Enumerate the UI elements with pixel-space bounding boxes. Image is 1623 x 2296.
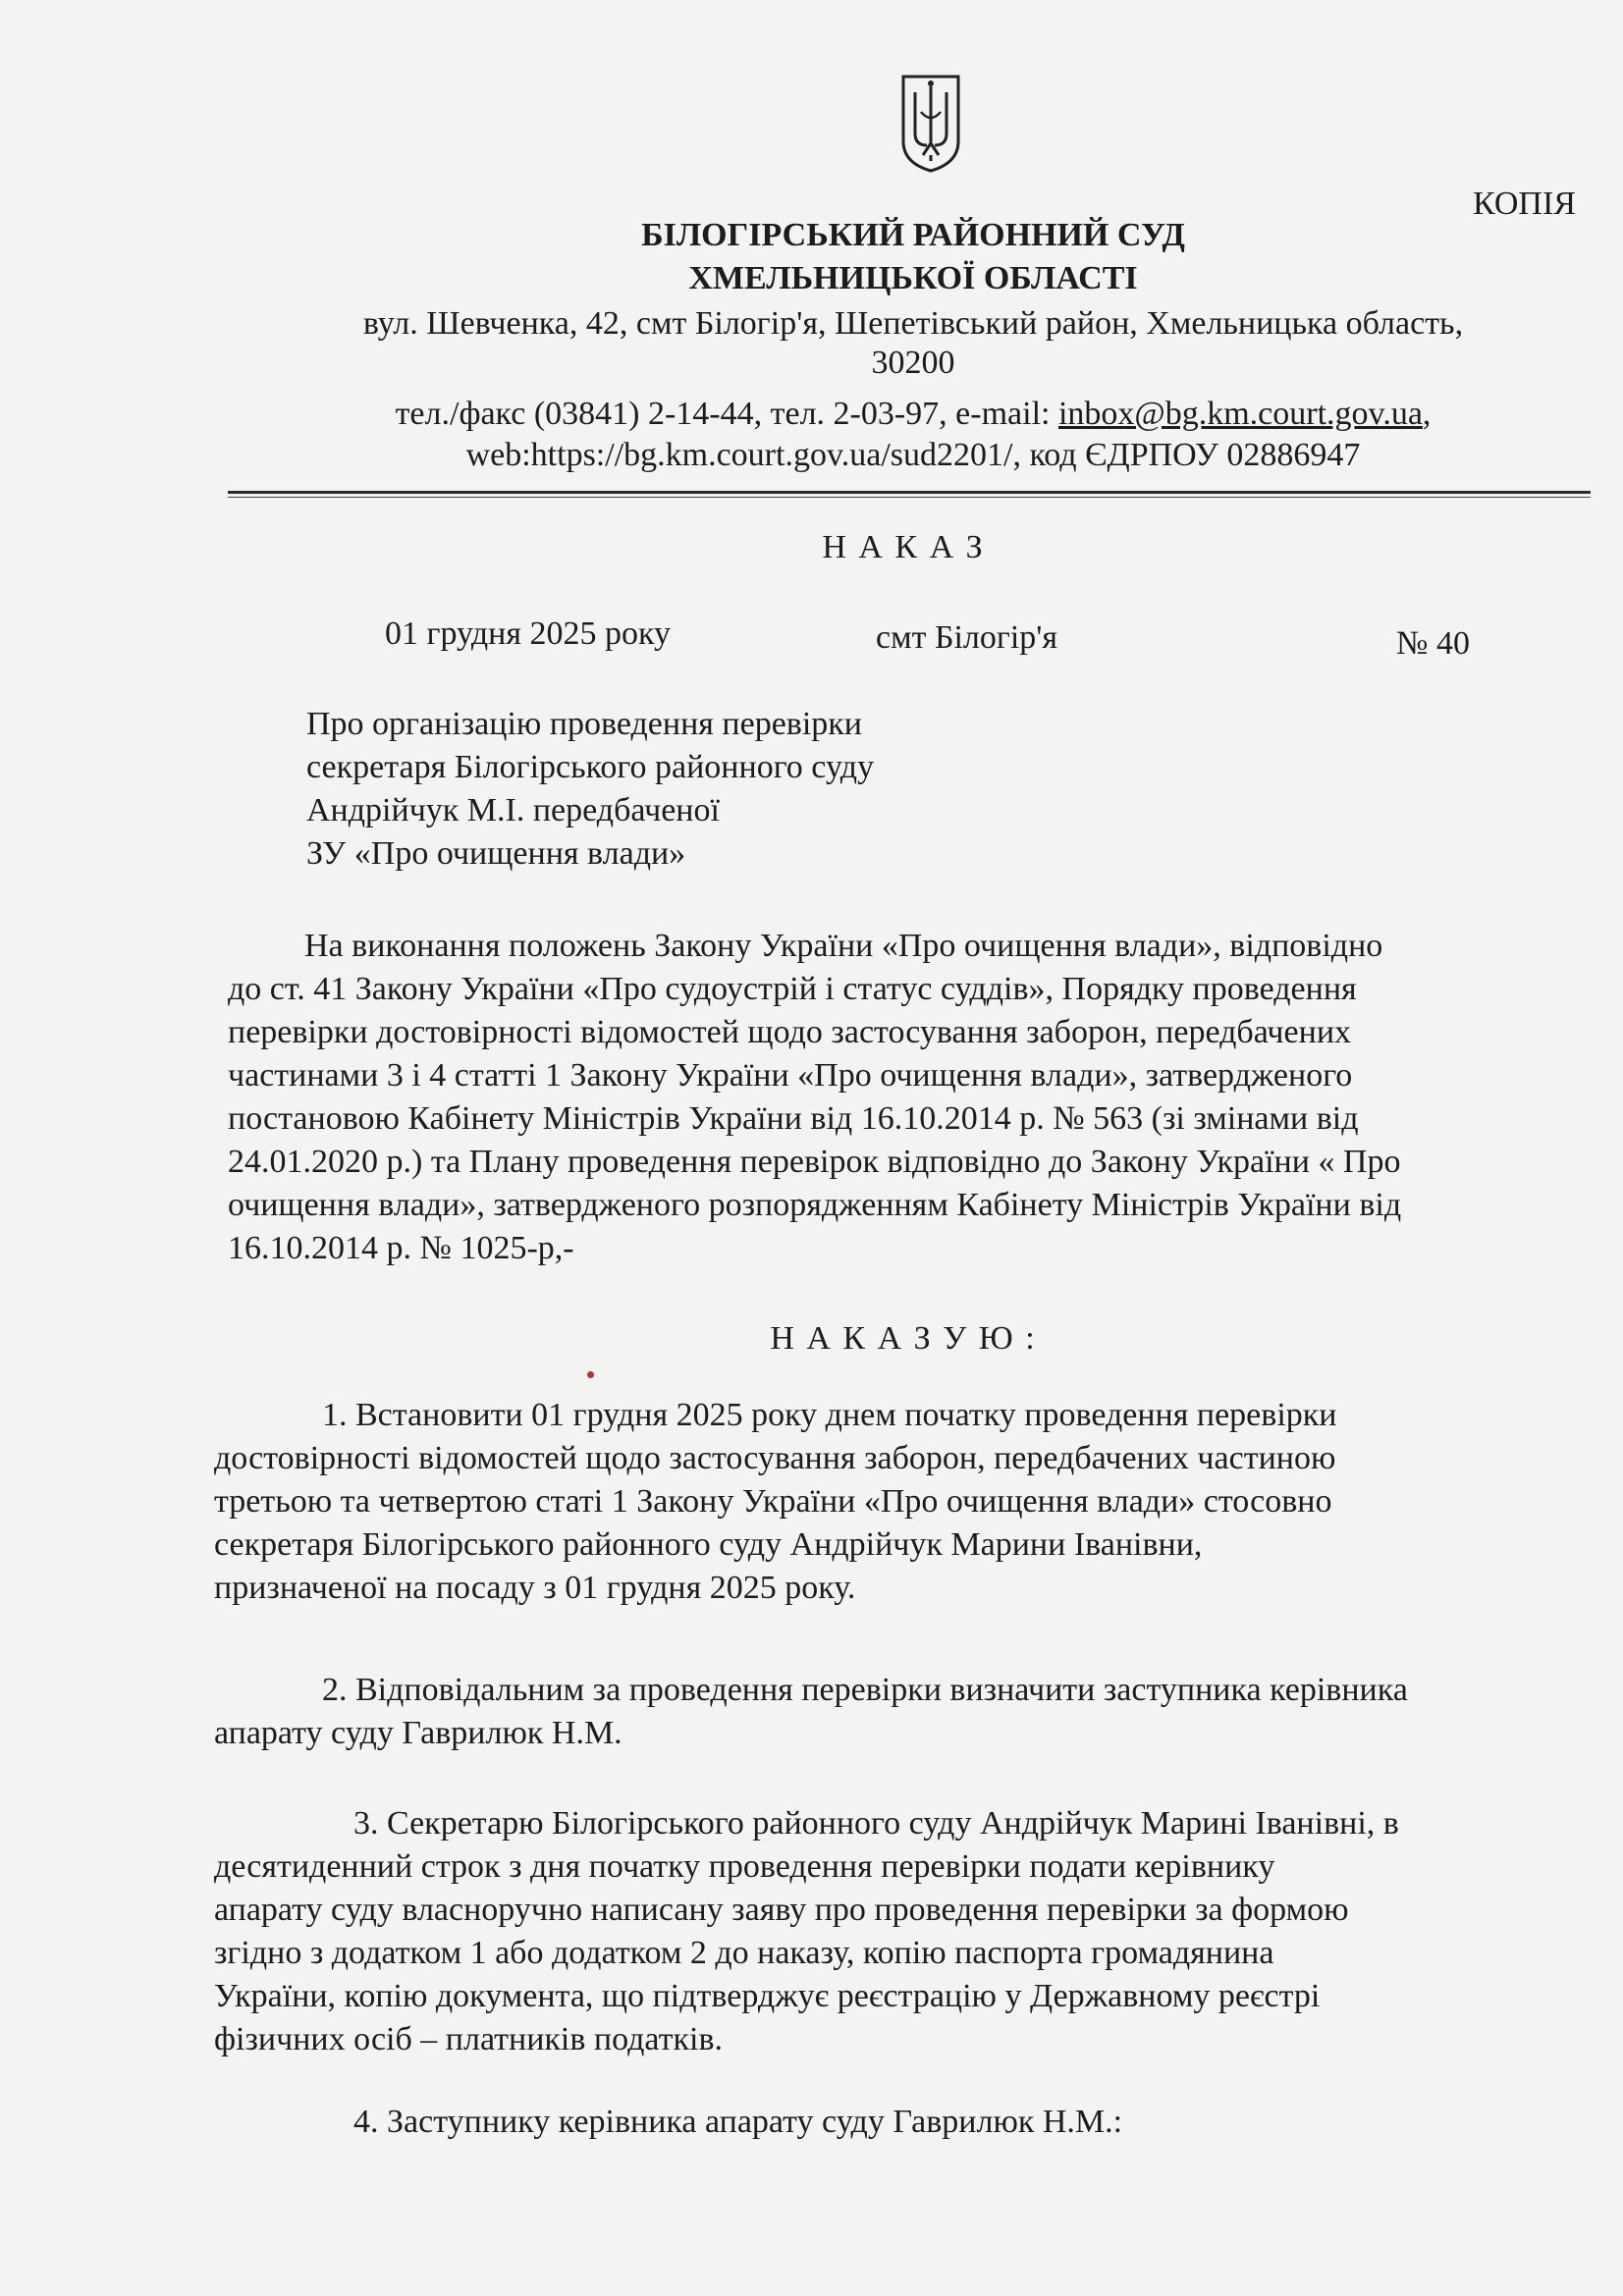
order-number: № 40 xyxy=(1396,625,1470,662)
item-2 xyxy=(214,1669,1591,1755)
preamble-line: очищення влади», затвердженого розпорядженням Кабінету Міністрів України від xyxy=(228,1187,1402,1223)
item-3-line: фізичних осіб – платників податків. xyxy=(214,2021,724,2057)
item-3-line: згідно з додатком 1 або додатком 2 до наказу, копію паспорта громадянина xyxy=(214,1935,1274,1971)
preamble-line: 24.01.2020 р.) та Плану проведення перевірок відповідно до Закону України « Про xyxy=(228,1144,1401,1180)
directive-heading: Н А К А З У Ю : xyxy=(770,1320,1037,1357)
subject-line-1: Про організацію проведення перевірки xyxy=(306,706,862,742)
item-3-line: України, копію документа, що підтверджує реєстрацію у Державному реєстрі xyxy=(214,1978,1321,2014)
subject-line-2: секретаря Білогірського районного суду xyxy=(306,749,875,785)
court-contacts xyxy=(236,393,1591,436)
item-1-line: третьою та четвертою статі 1 Закону України «Про очищення влади» стосовно xyxy=(214,1483,1332,1520)
trident-emblem xyxy=(899,73,962,173)
bleed-through-text xyxy=(295,74,302,111)
ink-mark xyxy=(587,1371,594,1378)
order-place: смт Білогір'я xyxy=(876,619,1058,656)
court-web-line: web:https://bg.km.court.gov.ua/sud2201/, код ЄДРПОУ 02886947 xyxy=(465,437,1361,473)
item-1-line: секретаря Білогірського районного суду Андрійчук Марини Іванівни, xyxy=(214,1526,1203,1563)
item-4: 4. Заступнику керівника апарату суду Гаврилюк Н.М.: xyxy=(353,2104,1123,2140)
court-email-link[interactable]: inbox@bg.km.court.gov.ua xyxy=(1057,396,1423,432)
court-name-line1: БІЛОГІРСЬКИЙ РАЙОННИЙ СУД xyxy=(641,217,1185,253)
preamble-line: перевірки достовірності відомостей щодо застосування заборон, передбачених xyxy=(228,1014,1352,1050)
preamble-line: 16.10.2014 р. № 1025-р,- xyxy=(228,1230,574,1266)
item-1 xyxy=(214,1394,1591,1610)
subject-line-4: ЗУ «Про очищення влади» xyxy=(306,835,686,872)
preamble-line: до ст. 41 Закону України «Про судоустрій і статус суддів», Порядку проведення xyxy=(228,971,1357,1007)
preamble xyxy=(228,925,1591,1270)
copy-label: КОПІЯ xyxy=(1473,186,1576,222)
order-title: Н А К А З xyxy=(822,529,985,565)
item-3-line: десятиденний строк з дня початку проведення перевірки подати керівнику xyxy=(214,1848,1275,1885)
item-2-line: апарату суду Гаврилюк Н.М. xyxy=(214,1715,622,1751)
item-3-line: 3. Секретарю Білогірського районного суду Андрійчук Марині Іванівні, в xyxy=(353,1805,1399,1842)
item-1-line: 1. Встановити 01 грудня 2025 року днем початку проведення перевірки xyxy=(322,1397,1337,1433)
preamble-line: постановою Кабінету Міністрів України від 16.10.2014 р. № 563 (зі змінами від xyxy=(228,1100,1359,1137)
item-1-line: достовірності відомостей щодо застосування заборон, передбачених частиною xyxy=(214,1440,1336,1476)
item-1-line: призначеної на посаду з 01 грудня 2025 року. xyxy=(214,1570,856,1606)
header-divider xyxy=(228,491,1591,494)
court-address-line1: вул. Шевченка, 42, смт Білогір'я, Шепетівський район, Хмельницька область, xyxy=(362,305,1464,342)
header-divider-thin xyxy=(228,497,1591,498)
court-address-line2: 30200 xyxy=(871,345,955,381)
court-contacts-suffix: , xyxy=(1422,396,1432,432)
court-contacts-prefix: тел./факс (03841) 2-14-44, тел. 2-03-97, e-mail: xyxy=(395,396,1058,432)
item-3 xyxy=(214,1802,1591,2061)
subject-line-3: Андрійчук М.І. передбаченої xyxy=(306,792,720,828)
order-date: 01 грудня 2025 року xyxy=(385,615,672,652)
item-2-line: 2. Відповідальним за проведення перевірки визначити заступника керівника xyxy=(322,1672,1408,1708)
court-name-line2: ХМЕЛЬНИЦЬКОЇ ОБЛАСТІ xyxy=(688,260,1138,296)
preamble-line: частинами 3 і 4 статті 1 Закону України «Про очищення влади», затвердженого xyxy=(228,1057,1353,1094)
item-3-line: апарату суду власноручно написану заяву про проведення перевірки за формою xyxy=(214,1892,1349,1928)
preamble-line: На виконання положень Закону України «Про очищення влади», відповідно xyxy=(304,928,1383,964)
